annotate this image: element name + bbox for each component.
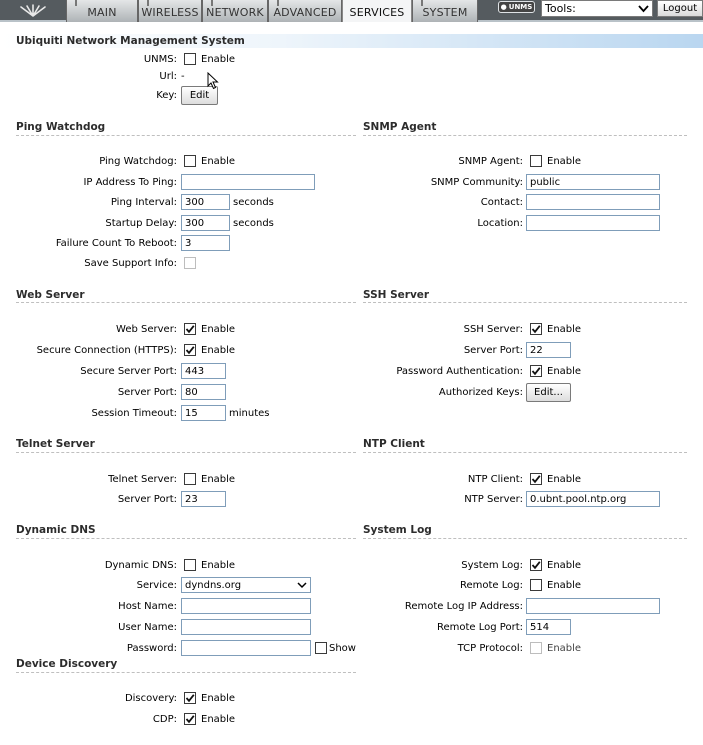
chevron-down-icon xyxy=(296,579,308,591)
ntp-client-divider xyxy=(363,452,687,453)
web-server-enable-label: Enable xyxy=(201,324,236,335)
startup-delay-label: Startup Delay: xyxy=(105,218,177,229)
snmp-location-input[interactable] xyxy=(526,215,660,231)
password-auth-enable-label: Enable xyxy=(547,366,582,377)
discovery-enable-label: Enable xyxy=(201,693,236,704)
mouse-pointer-icon xyxy=(207,72,219,90)
tools-dropdown[interactable] xyxy=(541,0,653,17)
telnet-server-section-title: Telnet Server xyxy=(16,438,95,450)
url-value: - xyxy=(181,71,185,82)
tab-system-label: SYSTEM xyxy=(422,6,468,19)
telnet-port-label: Server Port: xyxy=(117,494,177,505)
web-server-port-input[interactable]: 80 xyxy=(181,384,226,400)
unms-section-title: Ubiquiti Network Management System xyxy=(16,35,245,47)
telnet-server-enable-label: Enable xyxy=(201,474,236,485)
ssh-server-enable-label: Enable xyxy=(547,324,582,335)
ping-interval-label: Ping Interval: xyxy=(110,197,177,208)
dynamic-dns-section-title: Dynamic DNS xyxy=(16,524,96,536)
tcp-protocol-enable-label: Enable xyxy=(547,643,582,654)
snmp-agent-label: SNMP Agent: xyxy=(458,156,523,167)
remote-log-enable-label: Enable xyxy=(547,580,582,591)
system-log-label: System Log: xyxy=(461,560,523,571)
remote-log-port-label: Remote Log Port: xyxy=(437,622,523,633)
snmp-community-label: SNMP Community: xyxy=(430,177,523,188)
save-support-info-label: Save Support Info: xyxy=(84,258,177,269)
ntp-client-section-title: NTP Client xyxy=(363,438,425,450)
snmp-community-input[interactable]: public xyxy=(526,174,660,190)
web-server-label: Web Server: xyxy=(116,324,177,335)
unms-badge[interactable] xyxy=(498,1,535,13)
ping-watchdog-section-title: Ping Watchdog xyxy=(16,121,106,133)
snmp-section-title: SNMP Agent xyxy=(363,121,437,133)
discovery-label: Discovery: xyxy=(124,693,177,704)
unms-enable-label: Enable xyxy=(201,54,236,65)
session-timeout-input[interactable]: 15 xyxy=(181,405,226,421)
check-icon xyxy=(185,345,195,355)
ping-ip-label: IP Address To Ping: xyxy=(83,177,177,188)
ping-interval-input[interactable]: 300 xyxy=(181,194,230,210)
remote-log-ip-input[interactable] xyxy=(526,598,660,614)
check-icon xyxy=(531,474,541,484)
snmp-contact-input[interactable] xyxy=(526,194,660,210)
dynamic-dns-label: Dynamic DNS: xyxy=(104,560,177,571)
password-auth-label: Password Authentication: xyxy=(396,366,523,377)
ssh-port-input[interactable]: 22 xyxy=(526,342,571,358)
cdp-enable-label: Enable xyxy=(201,714,236,725)
cdp-label: CDP: xyxy=(152,714,177,725)
ddns-user-name-label: User Name: xyxy=(118,622,177,633)
check-icon xyxy=(531,366,541,376)
top-navigation-bar xyxy=(0,0,703,22)
dynamic-dns-divider xyxy=(16,538,356,539)
ntp-server-input[interactable]: 0.ubnt.pool.ntp.org xyxy=(526,491,660,507)
tab-services-label: SERVICES xyxy=(349,6,405,19)
dynamic-dns-checkbox[interactable] xyxy=(184,559,196,571)
ddns-user-name-input[interactable] xyxy=(181,619,311,635)
failure-count-label: Failure Count To Reboot: xyxy=(55,238,177,249)
https-enable-label: Enable xyxy=(201,345,236,356)
unms-key-edit-label: Edit xyxy=(189,90,210,101)
remote-log-ip-label: Remote Log IP Address: xyxy=(404,601,523,612)
device-discovery-section-title: Device Discovery xyxy=(16,658,118,670)
tab-network[interactable] xyxy=(202,0,268,22)
https-label: Secure Connection (HTTPS): xyxy=(36,345,177,356)
tab-wireless-label: WIRELESS xyxy=(141,6,199,19)
session-timeout-label: Session Timeout: xyxy=(91,408,177,419)
ping-watchdog-label: Ping Watchdog: xyxy=(99,156,177,167)
web-server-port-label: Server Port: xyxy=(117,387,177,398)
device-discovery-divider xyxy=(16,672,356,673)
system-log-section-title: System Log xyxy=(363,524,432,536)
ping-interval-unit: seconds xyxy=(233,197,274,208)
key-label: Key: xyxy=(156,90,177,101)
https-checkbox[interactable] xyxy=(184,344,196,356)
discovery-checkbox[interactable] xyxy=(184,692,196,704)
ubiquiti-logo-icon[interactable] xyxy=(0,0,66,22)
ping-ip-input[interactable] xyxy=(181,174,315,190)
snmp-contact-label: Contact: xyxy=(480,197,523,208)
web-server-divider xyxy=(16,302,356,303)
authorized-keys-label: Authorized Keys: xyxy=(438,387,523,398)
tab-advanced-label: ADVANCED xyxy=(273,6,337,19)
ddns-password-label: Password: xyxy=(126,643,177,654)
cdp-checkbox[interactable] xyxy=(184,713,196,725)
remote-log-port-input[interactable]: 514 xyxy=(526,619,571,635)
tab-system[interactable] xyxy=(412,0,478,22)
unms-badge-label: UNMS xyxy=(508,3,533,11)
secure-server-port-label: Secure Server Port: xyxy=(80,366,177,377)
remote-log-checkbox[interactable] xyxy=(530,579,542,591)
system-log-divider xyxy=(363,538,687,539)
ntp-client-checkbox[interactable] xyxy=(530,473,542,485)
ssh-port-label: Server Port: xyxy=(463,345,523,356)
ddns-service-label: Service: xyxy=(136,580,177,591)
logout-button-label: Logout xyxy=(662,3,698,14)
ntp-client-label: NTP Client: xyxy=(467,474,523,485)
tools-dropdown-value: Tools: xyxy=(545,2,576,15)
system-log-enable-label: Enable xyxy=(547,560,582,571)
ssh-server-label: SSH Server: xyxy=(463,324,523,335)
password-auth-checkbox[interactable] xyxy=(530,365,542,377)
startup-delay-input[interactable]: 300 xyxy=(181,215,230,231)
ping-watchdog-checkbox[interactable] xyxy=(184,155,196,167)
session-timeout-unit: minutes xyxy=(229,408,270,419)
snmp-location-label: Location: xyxy=(477,218,523,229)
unms-label: UNMS: xyxy=(143,54,177,65)
ping-watchdog-enable-label: Enable xyxy=(201,156,236,167)
tab-network-label: NETWORK xyxy=(206,6,264,19)
tab-advanced[interactable] xyxy=(268,0,342,22)
snmp-divider xyxy=(363,135,687,136)
check-icon xyxy=(185,714,195,724)
check-icon xyxy=(185,693,195,703)
tab-main-label: MAIN xyxy=(87,6,117,19)
snmp-agent-enable-label: Enable xyxy=(547,156,582,167)
tcp-protocol-checkbox[interactable] xyxy=(530,642,542,654)
telnet-server-label: Telnet Server: xyxy=(108,474,177,485)
ddns-host-name-label: Host Name: xyxy=(118,601,177,612)
dynamic-dns-enable-label: Enable xyxy=(201,560,236,571)
web-server-checkbox[interactable] xyxy=(184,323,196,335)
ntp-client-enable-label: Enable xyxy=(547,474,582,485)
telnet-server-divider xyxy=(16,452,356,453)
save-support-info-checkbox[interactable] xyxy=(184,257,196,269)
chevron-down-icon xyxy=(637,2,650,15)
ssh-server-divider xyxy=(363,302,687,303)
tab-wireless[interactable] xyxy=(138,0,202,22)
check-icon xyxy=(531,324,541,334)
show-password-label: Show xyxy=(329,643,356,654)
ntp-server-label: NTP Server: xyxy=(464,494,523,505)
unms-dot-icon: ● xyxy=(500,3,507,11)
authorized-keys-edit-button[interactable] xyxy=(526,383,571,402)
tcp-protocol-label: TCP Protocol: xyxy=(457,643,523,654)
ddns-password-input[interactable] xyxy=(181,640,311,656)
unms-enable-checkbox[interactable] xyxy=(184,53,196,65)
web-server-section-title: Web Server xyxy=(16,289,85,301)
ddns-host-name-input[interactable] xyxy=(181,598,311,614)
tab-main[interactable] xyxy=(66,0,138,22)
check-icon xyxy=(185,324,195,334)
url-label: Url: xyxy=(159,71,177,82)
tab-services[interactable] xyxy=(342,0,412,22)
authorized-keys-edit-label: Edit... xyxy=(534,387,563,398)
show-password-checkbox[interactable] xyxy=(315,642,327,654)
startup-delay-unit: seconds xyxy=(233,218,274,229)
secure-server-port-input[interactable]: 443 xyxy=(181,363,226,379)
snmp-agent-checkbox[interactable] xyxy=(530,155,542,167)
ddns-service-value: dyndns.org xyxy=(185,579,242,591)
logout-button[interactable] xyxy=(657,0,703,17)
ssh-server-section-title: SSH Server xyxy=(363,289,430,301)
failure-count-input[interactable]: 3 xyxy=(181,235,230,251)
ddns-service-select[interactable] xyxy=(181,577,311,593)
system-log-checkbox[interactable] xyxy=(530,559,542,571)
ping-watchdog-divider xyxy=(16,135,356,136)
telnet-server-checkbox[interactable] xyxy=(184,473,196,485)
telnet-port-input[interactable]: 23 xyxy=(181,491,226,507)
remote-log-label: Remote Log: xyxy=(460,580,523,591)
ssh-server-checkbox[interactable] xyxy=(530,323,542,335)
check-icon xyxy=(531,560,541,570)
